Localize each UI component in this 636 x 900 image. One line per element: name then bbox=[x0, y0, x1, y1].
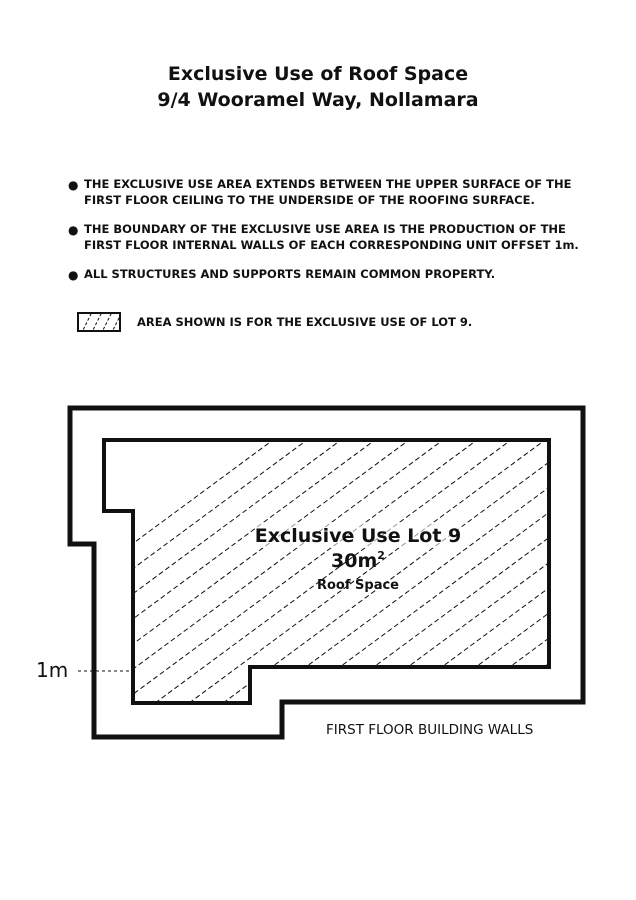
hatch-line bbox=[520, 420, 636, 760]
hatch-line bbox=[0, 420, 368, 760]
bullet-icon: ● bbox=[68, 223, 79, 237]
hatch-line bbox=[418, 420, 636, 760]
note-text: THE EXCLUSIVE USE AREA EXTENDS BETWEEN THE UPPER SURFACE OF THE FIRST FLOOR CEILING TO THE UNDERSIDE OF THE ROOFING SURFACE. bbox=[84, 177, 572, 207]
area-sublabel: Roof Space bbox=[316, 578, 400, 593]
walls-label: FIRST FLOOR BUILDING WALLS bbox=[326, 722, 534, 738]
building-walls-outline bbox=[70, 408, 583, 737]
area-label: Exclusive Use Lot 9 bbox=[254, 525, 462, 547]
exclusive-use-boundary bbox=[104, 440, 549, 703]
bullet-icon: ● bbox=[68, 178, 79, 192]
area-value: $30m^2$ bbox=[331, 549, 385, 572]
hatch-line bbox=[10, 420, 470, 760]
page-title: Exclusive Use of Roof Space bbox=[167, 63, 469, 85]
hatch-line bbox=[554, 420, 636, 760]
hatch-line bbox=[622, 420, 636, 760]
hatch-line bbox=[486, 420, 636, 760]
bullet-icon: ● bbox=[68, 268, 79, 282]
hatch-line bbox=[452, 420, 636, 760]
hatch-line bbox=[44, 420, 504, 760]
hatch-line bbox=[78, 420, 538, 760]
hatch-line bbox=[0, 420, 300, 760]
property-address: 9/4 Wooramel Way, Nollamara bbox=[157, 89, 479, 111]
legend-label: AREA SHOWN IS FOR THE EXCLUSIVE USE OF LOT 9. bbox=[137, 315, 473, 329]
hatch-line bbox=[588, 420, 636, 760]
note-text: THE BOUNDARY OF THE EXCLUSIVE USE AREA IS THE PRODUCTION OF THE FIRST FLOOR INTERNAL WALLS OF EACH CORRESPONDING UNIT OFFSET 1m. bbox=[84, 222, 579, 252]
hatch-line bbox=[180, 420, 636, 760]
hatch-line bbox=[214, 420, 636, 760]
offset-label: 1m bbox=[36, 658, 69, 682]
hatch-line bbox=[248, 420, 636, 760]
hatch-line bbox=[384, 420, 636, 760]
note-text: ALL STRUCTURES AND SUPPORTS REMAIN COMMON PROPERTY. bbox=[84, 267, 496, 281]
